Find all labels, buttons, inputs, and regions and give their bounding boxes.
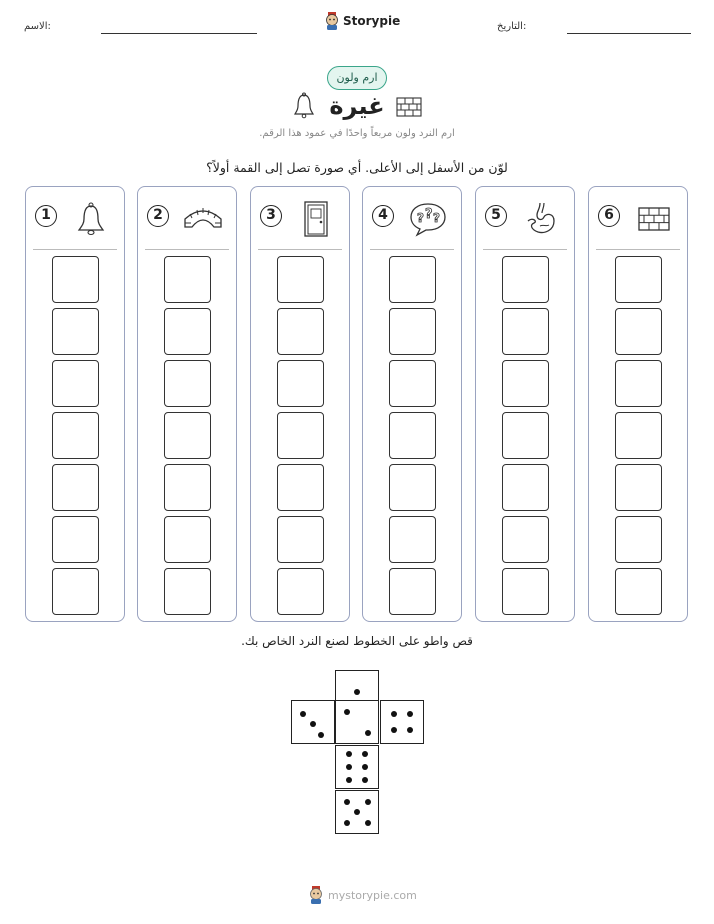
footer-url: mystorypie.com xyxy=(328,888,417,902)
bell-icon xyxy=(70,201,112,237)
column-number: 4 xyxy=(372,205,394,227)
dice-pip xyxy=(365,730,371,736)
bridge-icon xyxy=(182,201,224,237)
column-header xyxy=(26,201,124,239)
dice-pip xyxy=(344,820,350,826)
color-square[interactable] xyxy=(277,464,324,511)
dice-pip xyxy=(391,727,397,733)
roll-column-5 xyxy=(475,186,575,622)
column-divider xyxy=(596,249,680,250)
column-header xyxy=(476,201,574,239)
svg-text:?: ? xyxy=(425,207,433,222)
column-header xyxy=(589,201,687,239)
color-square[interactable] xyxy=(615,516,662,563)
roll-column-1 xyxy=(25,186,125,622)
dice-pip xyxy=(407,727,413,733)
color-square[interactable] xyxy=(277,256,324,303)
activity-badge: ارم ولون xyxy=(327,66,387,90)
stomach-icon xyxy=(520,201,562,237)
color-square[interactable] xyxy=(164,360,211,407)
color-square[interactable] xyxy=(52,308,99,355)
color-square[interactable] xyxy=(502,568,549,615)
color-square[interactable] xyxy=(389,516,436,563)
dice-pip xyxy=(365,820,371,826)
brick-wall-icon xyxy=(633,201,675,237)
color-square[interactable] xyxy=(615,308,662,355)
column-number: 6 xyxy=(598,205,620,227)
name-label: الاسم: xyxy=(24,21,51,32)
color-square[interactable] xyxy=(277,308,324,355)
dice-face-6 xyxy=(335,745,379,789)
date-label: التاريخ: xyxy=(497,21,527,32)
column-header xyxy=(138,201,236,239)
color-square[interactable] xyxy=(164,568,211,615)
page-title: غيرة xyxy=(329,92,385,120)
question-bubble-icon xyxy=(407,201,449,237)
column-header xyxy=(363,201,461,239)
dice-pip xyxy=(354,689,360,695)
dice-pip xyxy=(300,711,306,717)
mascot-icon xyxy=(324,12,340,30)
column-divider xyxy=(145,249,229,250)
color-square[interactable] xyxy=(52,412,99,459)
color-square[interactable] xyxy=(502,516,549,563)
column-number: 2 xyxy=(147,205,169,227)
brand-name: Storypie xyxy=(343,14,401,28)
footer xyxy=(308,886,417,904)
footer-mascot-icon xyxy=(308,886,324,904)
column-divider xyxy=(33,249,117,250)
svg-text:?: ? xyxy=(417,211,424,225)
dice-face-4 xyxy=(380,700,424,744)
color-square[interactable] xyxy=(389,568,436,615)
color-square[interactable] xyxy=(389,256,436,303)
color-square[interactable] xyxy=(52,568,99,615)
color-square[interactable] xyxy=(277,360,324,407)
color-square[interactable] xyxy=(502,360,549,407)
column-divider xyxy=(483,249,567,250)
column-number: 3 xyxy=(260,205,282,227)
color-square[interactable] xyxy=(389,412,436,459)
color-square[interactable] xyxy=(502,464,549,511)
roll-column-6 xyxy=(588,186,688,622)
color-square[interactable] xyxy=(164,308,211,355)
color-square[interactable] xyxy=(615,412,662,459)
color-square[interactable] xyxy=(389,464,436,511)
color-square[interactable] xyxy=(164,516,211,563)
dice-pip xyxy=(344,799,350,805)
column-number: 5 xyxy=(485,205,507,227)
dice-pip xyxy=(344,709,350,715)
dice-face-3 xyxy=(291,700,335,744)
color-square[interactable] xyxy=(502,308,549,355)
color-square[interactable] xyxy=(164,256,211,303)
brand-logo xyxy=(324,12,400,30)
dice-pip xyxy=(354,809,360,815)
dice-face-5 xyxy=(335,790,379,834)
color-square[interactable] xyxy=(615,360,662,407)
dice-pip xyxy=(346,764,352,770)
dice-pip xyxy=(346,751,352,757)
color-square[interactable] xyxy=(164,464,211,511)
color-square[interactable] xyxy=(615,256,662,303)
date-line xyxy=(567,33,691,34)
column-divider xyxy=(370,249,454,250)
dice-pip xyxy=(318,732,324,738)
color-square[interactable] xyxy=(52,360,99,407)
dice-pip xyxy=(362,777,368,783)
title-bell-icon xyxy=(292,92,316,120)
column-divider xyxy=(258,249,342,250)
roll-column-4 xyxy=(362,186,462,622)
color-square[interactable] xyxy=(389,360,436,407)
instruction-text: لوّن من الأسفل إلى الأعلى. أي صورة تصل إلى القمة أولاً؟ xyxy=(206,160,508,175)
name-line xyxy=(101,33,257,34)
door-icon xyxy=(295,201,337,237)
dice-pip xyxy=(362,751,368,757)
column-header xyxy=(251,201,349,239)
color-square[interactable] xyxy=(502,412,549,459)
color-square[interactable] xyxy=(52,516,99,563)
color-square[interactable] xyxy=(277,516,324,563)
color-square[interactable] xyxy=(277,412,324,459)
color-square[interactable] xyxy=(277,568,324,615)
dice-instruction: قص واطو على الخطوط لصنع النرد الخاص بك. xyxy=(241,634,473,648)
color-square[interactable] xyxy=(502,256,549,303)
color-square[interactable] xyxy=(52,464,99,511)
dice-pip xyxy=(407,711,413,717)
subtitle: ارم النرد ولون مربعاً واحدًا في عمود هذا الرقم. xyxy=(259,128,455,139)
color-square[interactable] xyxy=(164,412,211,459)
dice-face-2 xyxy=(335,700,379,744)
color-square[interactable] xyxy=(615,568,662,615)
color-square[interactable] xyxy=(615,464,662,511)
dice-pip xyxy=(365,799,371,805)
dice-pip xyxy=(310,721,316,727)
title-brick-wall-icon xyxy=(396,97,422,117)
dice-pip xyxy=(362,764,368,770)
dice-pip xyxy=(391,711,397,717)
roll-column-3 xyxy=(250,186,350,622)
color-square[interactable] xyxy=(52,256,99,303)
color-square[interactable] xyxy=(389,308,436,355)
column-number: 1 xyxy=(35,205,57,227)
dice-pip xyxy=(346,777,352,783)
svg-text:?: ? xyxy=(433,211,440,225)
roll-column-2 xyxy=(137,186,237,622)
